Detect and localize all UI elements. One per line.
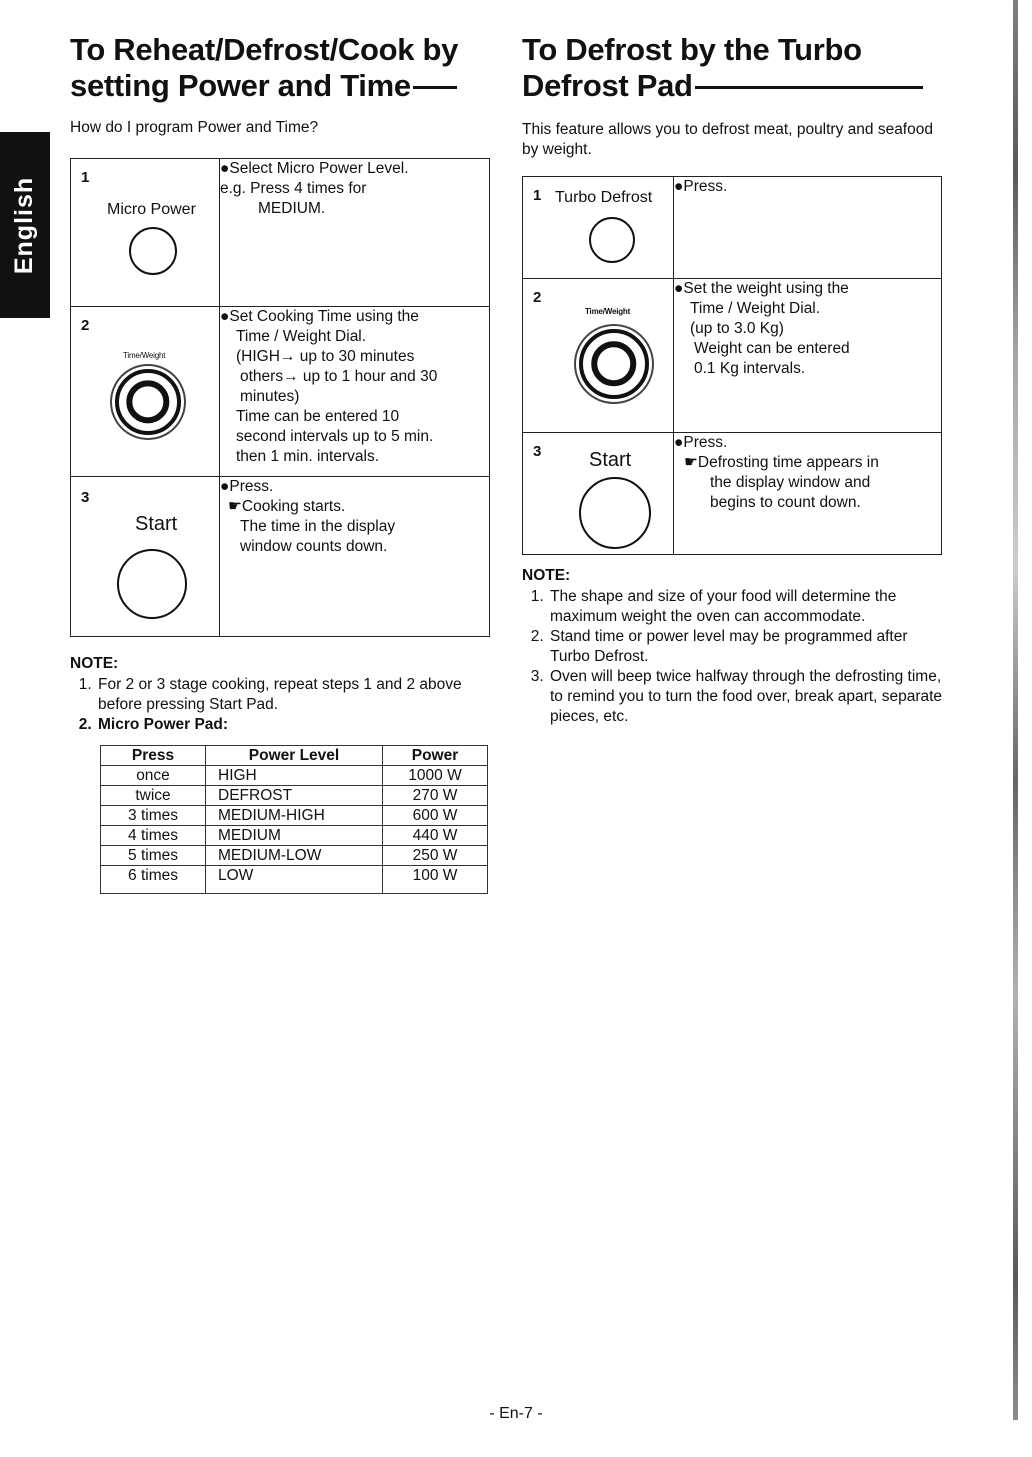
- cell-press: 6 times: [101, 866, 206, 894]
- header-power: Power: [383, 746, 488, 766]
- step-number: 2: [533, 289, 542, 306]
- desc-line: minutes): [240, 388, 300, 405]
- desc-line: then 1 min. intervals.: [236, 448, 380, 465]
- left-title: [70, 32, 490, 104]
- pad-label: Time/Weight: [123, 351, 166, 360]
- pad-label: Start: [589, 449, 632, 471]
- cell-press: twice: [101, 786, 206, 806]
- cell-press: 4 times: [101, 826, 206, 846]
- right-note-title: NOTE:: [522, 567, 571, 584]
- title-rule: [413, 86, 457, 89]
- right-title-line1: To Defrost by the Turbo: [522, 32, 862, 67]
- right-notes: [522, 587, 948, 727]
- turbo-defrost-pad-icon: [589, 217, 635, 263]
- desc-line: e.g. Press 4 times for: [220, 180, 367, 197]
- cell-level: HIGH: [206, 766, 383, 786]
- cell-power: 440 W: [383, 826, 488, 846]
- desc-line: ●Press.: [674, 434, 728, 451]
- language-tab: [0, 132, 50, 318]
- cell-power: 100 W: [383, 866, 488, 894]
- left-steps-table: [70, 158, 490, 637]
- left-note-title: NOTE:: [70, 655, 119, 672]
- step-description: [674, 279, 942, 433]
- cell-power: 250 W: [383, 846, 488, 866]
- cell-power: 1000 W: [383, 766, 488, 786]
- step-description: [674, 433, 942, 555]
- step-number: 1: [533, 187, 542, 204]
- cell-level: DEFROST: [206, 786, 383, 806]
- cell-power: 270 W: [383, 786, 488, 806]
- step-number: 1: [81, 169, 90, 186]
- cell-power: 600 W: [383, 806, 488, 826]
- table-row: [101, 786, 488, 806]
- step-row: [523, 433, 942, 555]
- pad-label: Micro Power: [107, 201, 196, 218]
- desc-line: ●Set the weight using the: [674, 280, 849, 297]
- step-pad-cell: [71, 307, 220, 477]
- cell-level: MEDIUM: [206, 826, 383, 846]
- left-notes: [70, 675, 490, 735]
- step-description: [220, 307, 490, 477]
- step-pad-cell: [523, 177, 674, 279]
- desc-line: the display window and: [710, 474, 871, 491]
- desc-line: Weight can be entered: [694, 340, 850, 357]
- right-steps-table: [522, 176, 942, 555]
- desc-line: begins to count down.: [710, 494, 861, 511]
- header-press: Press: [101, 746, 206, 766]
- left-intro: How do I program Power and Time?: [70, 119, 319, 136]
- micro-power-table: [100, 745, 488, 894]
- micro-power-pad-icon: [129, 227, 177, 275]
- left-title-line2: setting Power and Time: [70, 68, 411, 103]
- time-weight-dial-icon: [115, 369, 181, 435]
- time-weight-dial-icon: [579, 329, 649, 399]
- note-item: 2. Micro Power Pad:: [96, 715, 490, 735]
- step-number: 2: [81, 317, 90, 334]
- desc-line: ☛Cooking starts.: [228, 498, 346, 515]
- step-row: [71, 159, 490, 307]
- note-item: 1. For 2 or 3 stage cooking, repeat steps 1 and 2 above before pressing Start Pad.: [96, 675, 490, 715]
- step-row: [71, 307, 490, 477]
- cell-press: 5 times: [101, 846, 206, 866]
- desc-line: (HIGH→ up to 30 minutes: [236, 348, 415, 365]
- step-pad-cell: [71, 159, 220, 307]
- pad-label: Time/Weight: [585, 307, 631, 316]
- cell-level: MEDIUM-LOW: [206, 846, 383, 866]
- left-title-line1: To Reheat/Defrost/Cook by: [70, 32, 459, 67]
- step-pad-cell: [523, 433, 674, 555]
- desc-line: Time can be entered 10: [236, 408, 400, 425]
- desc-line: Time / Weight Dial.: [236, 328, 367, 345]
- desc-line: second intervals up to 5 min.: [236, 428, 434, 445]
- cell-level: LOW: [206, 866, 383, 894]
- note-item: 2. Stand time or power level may be programmed after Turbo Defrost.: [548, 627, 948, 667]
- header-power-level: Power Level: [206, 746, 383, 766]
- right-column: [522, 32, 947, 727]
- table-row: [101, 806, 488, 826]
- desc-line: ●Press.: [220, 478, 274, 495]
- right-title-line2: Defrost Pad: [522, 68, 693, 103]
- step-description: [674, 177, 942, 279]
- step-description: [220, 477, 490, 637]
- page-number: - En-7 -: [489, 1405, 543, 1422]
- language-tab-label: English: [10, 176, 39, 274]
- cell-press: 3 times: [101, 806, 206, 826]
- desc-line: ☛Defrosting time appears in: [684, 454, 879, 471]
- table-row: [101, 846, 488, 866]
- desc-line: The time in the display: [240, 518, 396, 535]
- note-item: 3. Oven will beep twice halfway through the defrosting time, to remind you to turn the food over, break apart, separate pieces, etc.: [548, 667, 948, 727]
- pad-label: Turbo Defrost: [555, 189, 653, 206]
- title-rule: [695, 86, 923, 89]
- page-edge-shadow: [1013, 0, 1018, 1420]
- note-item: 1. The shape and size of your food will determine the maximum weight the oven can accommodate.: [548, 587, 948, 627]
- power-table-header: [101, 746, 488, 766]
- right-title: [522, 32, 947, 104]
- pad-label: Start: [135, 513, 178, 535]
- desc-line: Time / Weight Dial.: [690, 300, 821, 317]
- desc-line: ●Set Cooking Time using the: [220, 308, 419, 325]
- table-row: [101, 866, 488, 894]
- table-row: [101, 766, 488, 786]
- desc-line: ●Press.: [674, 178, 728, 195]
- start-pad-icon: [117, 549, 187, 619]
- step-number: 3: [533, 443, 542, 460]
- step-description: [220, 159, 490, 307]
- desc-line: ●Select Micro Power Level.: [220, 160, 409, 177]
- cell-press: once: [101, 766, 206, 786]
- cell-level: MEDIUM-HIGH: [206, 806, 383, 826]
- desc-line: MEDIUM.: [258, 200, 326, 217]
- desc-line: (up to 3.0 Kg): [690, 320, 784, 337]
- step-row: [523, 177, 942, 279]
- step-pad-cell: [71, 477, 220, 637]
- desc-line: window counts down.: [240, 538, 388, 555]
- step-number: 3: [81, 489, 90, 506]
- start-pad-icon: [579, 477, 651, 549]
- step-pad-cell: [523, 279, 674, 433]
- desc-line: 0.1 Kg intervals.: [694, 360, 806, 377]
- step-row: [523, 279, 942, 433]
- step-row: [71, 477, 490, 637]
- right-intro: This feature allows you to defrost meat, poultry and seafood by weight.: [522, 121, 933, 158]
- left-column: [70, 32, 490, 894]
- table-row: [101, 826, 488, 846]
- desc-line: others→ up to 1 hour and 30: [240, 368, 438, 385]
